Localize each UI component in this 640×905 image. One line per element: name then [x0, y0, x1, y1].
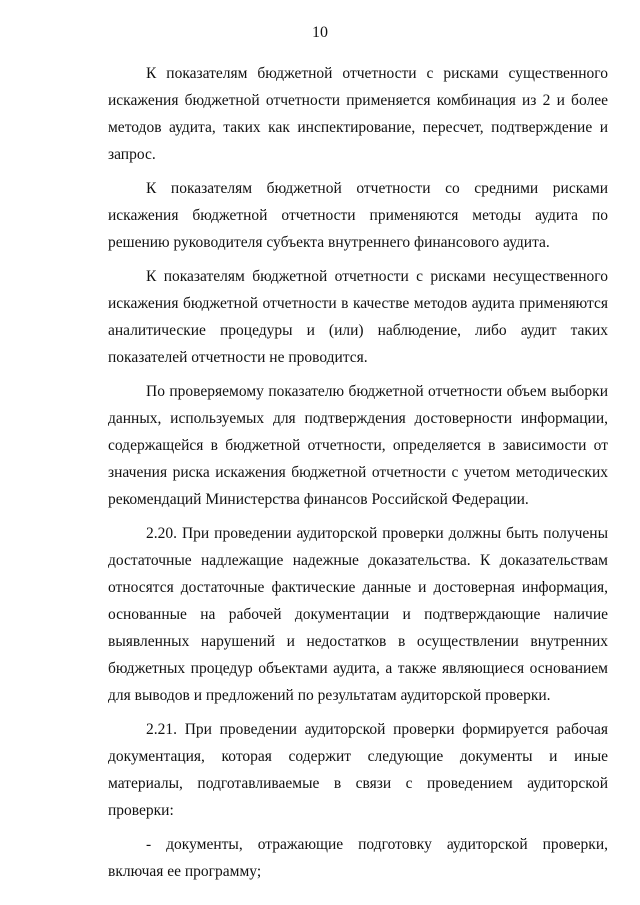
paragraph-insignificant-risk: К показателям бюджетной отчетности с рисками несущественного искажения бюджетной отчетности в качестве методов аудита применяются аналитические процедуры и (или) наблюдение, либо аудит таких показателей отчетности не проводится. — [108, 268, 608, 366]
document-body — [108, 60, 608, 892]
paragraph-list-item-documents: - документы, отражающие подготовку аудиторской проверки, включая ее программу; — [108, 836, 608, 880]
paragraph-medium-risk: К показателям бюджетной отчетности со средними рисками искажения бюджетной отчетности применяются методы аудита по решению руководителя субъекта внутреннего финансового аудита. — [108, 180, 608, 251]
paragraph-sample-size: По проверяемому показателю бюджетной отчетности объем выборки данных, используемых для подтверждения достоверности информации, содержащейся в бюджетной отчетности, определяется в зависимости от значения риска искажения бюджетной отчетности с учетом методических рекомендаций Министерства финансов Российской Федерации. — [108, 383, 608, 508]
paragraph-section-2-20: 2.20. При проведении аудиторской проверки должны быть получены достаточные надлежащие надежные доказательства. К доказательствам относятся достаточные фактические данные и достоверная информация, основанные на рабочей документации и подтверждающие наличие выявленных нарушений и недостатков в осуществлении внутренних бюджетных процедур объектами аудита, а также являющиеся основанием для выводов и предложений по результатам аудиторской проверки. — [108, 525, 608, 704]
page-number: 10 — [312, 24, 328, 41]
paragraph-section-2-21: 2.21. При проведении аудиторской проверки формируется рабочая документация, которая содержит следующие документы и иные материалы, подготавливаемые в связи с проведением аудиторской проверки: — [108, 721, 608, 819]
paragraph-significant-risk: К показателям бюджетной отчетности с рисками существенного искажения бюджетной отчетности применяется комбинация из 2 и более методов аудита, таких как инспектирование, пересчет, подтверждение и запрос. — [108, 65, 608, 163]
